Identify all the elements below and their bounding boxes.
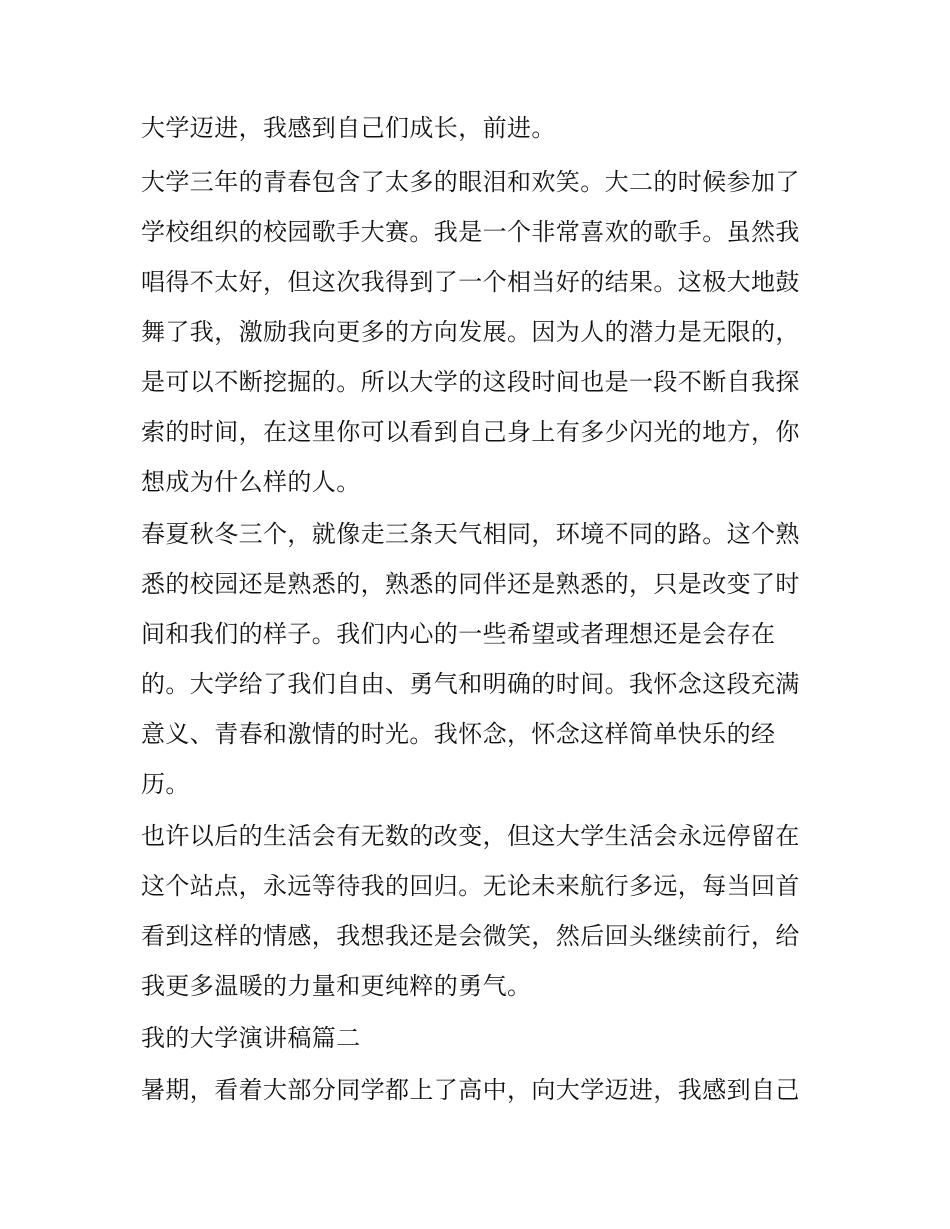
text-line: 唱得不太好，但这次我得到了一个相当好的结果。这极大地鼓 bbox=[141, 268, 800, 296]
text-line: 大学迈进，我感到自己们成长，前进。 bbox=[141, 114, 556, 142]
text-line: 悉的校园还是熟悉的，熟悉的同伴还是熟悉的，只是改变了时 bbox=[141, 570, 800, 598]
text-line: 想成为什么样的人。 bbox=[141, 468, 361, 496]
text-line: 春夏秋冬三个，就像走三条天气相同，环境不同的路。这个熟 bbox=[141, 520, 800, 548]
text-line: 是可以不断挖掘的。所以大学的这段时间也是一段不断自我探 bbox=[141, 368, 800, 396]
text-line: 意义、青春和激情的时光。我怀念，怀念这样简单快乐的经 bbox=[141, 720, 776, 748]
text-line: 舞了我，激励我向更多的方向发展。因为人的潜力是无限的， bbox=[141, 318, 800, 346]
text-line: 间和我们的样子。我们内心的一些希望或者理想还是会存在 bbox=[141, 620, 776, 648]
text-line: 的。大学给了我们自由、勇气和明确的时间。我怀念这段充满 bbox=[141, 670, 800, 698]
section-heading: 我的大学演讲稿篇二 bbox=[141, 1024, 361, 1052]
text-line: 索的时间，在这里你可以看到自己身上有多少闪光的地方，你 bbox=[141, 418, 800, 446]
text-line: 大学三年的青春包含了太多的眼泪和欢笑。大二的时候参加了 bbox=[141, 168, 800, 196]
text-line: 看到这样的情感，我想我还是会微笑，然后回头继续前行，给 bbox=[141, 922, 800, 950]
text-line: 历。 bbox=[141, 770, 190, 798]
text-line: 学校组织的校园歌手大赛。我是一个非常喜欢的歌手。虽然我 bbox=[141, 218, 800, 246]
text-line: 这个站点，永远等待我的回归。无论未来航行多远，每当回首 bbox=[141, 872, 800, 900]
text-line: 我更多温暖的力量和更纯粹的勇气。 bbox=[141, 972, 532, 1000]
text-line: 暑期，看着大部分同学都上了高中，向大学迈进，我感到自己 bbox=[141, 1076, 800, 1104]
text-line: 也许以后的生活会有无数的改变，但这大学生活会永远停留在 bbox=[141, 822, 800, 850]
